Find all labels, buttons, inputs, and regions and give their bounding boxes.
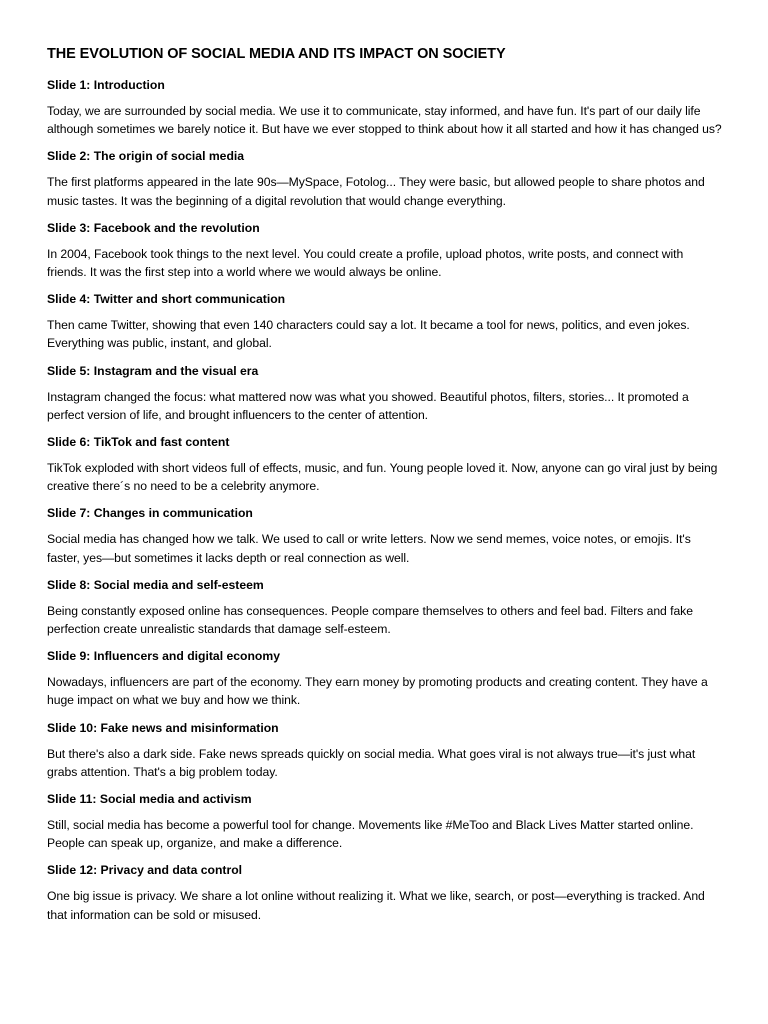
slide-body: In 2004, Facebook took things to the next level. You could create a profile, upload photos, write posts, and connect with friends. It was the first step into a world where we would always be online.: [47, 246, 684, 280]
slide-body: TikTok exploded with short videos full of effects, music, and fun. Young people loved it. Now, anyone can go viral just by being creative there´s no need to be a celebrity anymore.: [47, 461, 718, 494]
slide-section-2: [47, 147, 722, 209]
slide-section-8: [47, 576, 722, 638]
slide-body: But there's also a dark side. Fake news spreads quickly on social media. What goes viral is not always true—it's just what grabs attention. That's a big problem today.: [47, 746, 696, 779]
slide-section-6: [47, 433, 722, 495]
slide-section-4: [47, 290, 722, 352]
slide-heading: Slide 6: TikTok and fast content: [47, 435, 230, 450]
slide-section-1: [47, 76, 722, 138]
slide-section-7: [47, 504, 722, 566]
slide-body: Still, social media has become a powerful tool for change. Movements like #MeToo and Black Lives Matter started online. People can speak up, organize, and make a difference.: [47, 818, 694, 851]
slide-body: Then came Twitter, showing that even 140 characters could say a lot. It became a tool for news, politics, and even jokes. Everything was public, instant, and global.: [47, 318, 690, 351]
slide-heading: Slide 5: Instagram and the visual era: [47, 363, 259, 378]
slide-heading: Slide 1: Introduction: [47, 78, 165, 92]
slide-heading: Slide 8: Social media and self-esteem: [47, 577, 264, 592]
slide-heading: Slide 12: Privacy and data control: [47, 863, 243, 878]
slide-section-3: [47, 219, 722, 281]
slide-heading: Slide 11: Social media and activism: [47, 792, 252, 807]
slide-heading: Slide 4: Twitter and short communication: [47, 292, 286, 307]
slide-section-11: [47, 790, 722, 852]
slide-body: Being constantly exposed online has consequences. People compare themselves to others and feel bad. Filters and fake perfection create unrealistic standards that damage self-esteem.: [47, 603, 693, 637]
slide-heading: Slide 3: Facebook and the revolution: [47, 220, 260, 235]
document-title: THE EVOLUTION OF SOCIAL MEDIA AND ITS IMPACT ON SOCIETY: [47, 46, 506, 62]
slide-body: Social media has changed how we talk. We used to call or write letters. Now we send memes, voice notes, or emojis. It's faster, yes—but sometimes it lacks depth or real connection as well.: [47, 532, 691, 565]
slide-section-5: [47, 362, 722, 424]
slide-section-9: [47, 647, 722, 709]
slide-body: Nowadays, influencers are part of the economy. They earn money by promoting products and creating content. They have a huge impact on what we buy and how we think.: [47, 675, 708, 708]
slide-section-10: [47, 719, 722, 781]
slide-body: One big issue is privacy. We share a lot online without realizing it. What we like, search, or post—everything is tracked. And that information can be sold or misused.: [47, 889, 705, 922]
slide-body: Today, we are surrounded by social media. We use it to communicate, stay informed, and have fun. It's part of our daily life although sometimes we barely notice it. But have we ever stopped to think about how it all started and how it has changed us?: [47, 104, 722, 137]
slide-heading: Slide 10: Fake news and misinformation: [47, 720, 279, 735]
slide-section-12: [47, 861, 722, 923]
slide-heading: Slide 2: The origin of social media: [47, 149, 245, 164]
slide-body: Instagram changed the focus: what mattered now was what you showed. Beautiful photos, filters, stories... It promoted a perfect version of life, and brought influencers to the center of attention.: [47, 389, 689, 422]
slide-body: The first platforms appeared in the late 90s—MySpace, Fotolog... They were basic, but allowed people to share photos and music tastes. It was the beginning of a digital revolution that would change everything.: [47, 175, 705, 208]
slide-heading: Slide 9: Influencers and digital economy: [47, 649, 280, 664]
slide-heading: Slide 7: Changes in communication: [47, 506, 253, 521]
